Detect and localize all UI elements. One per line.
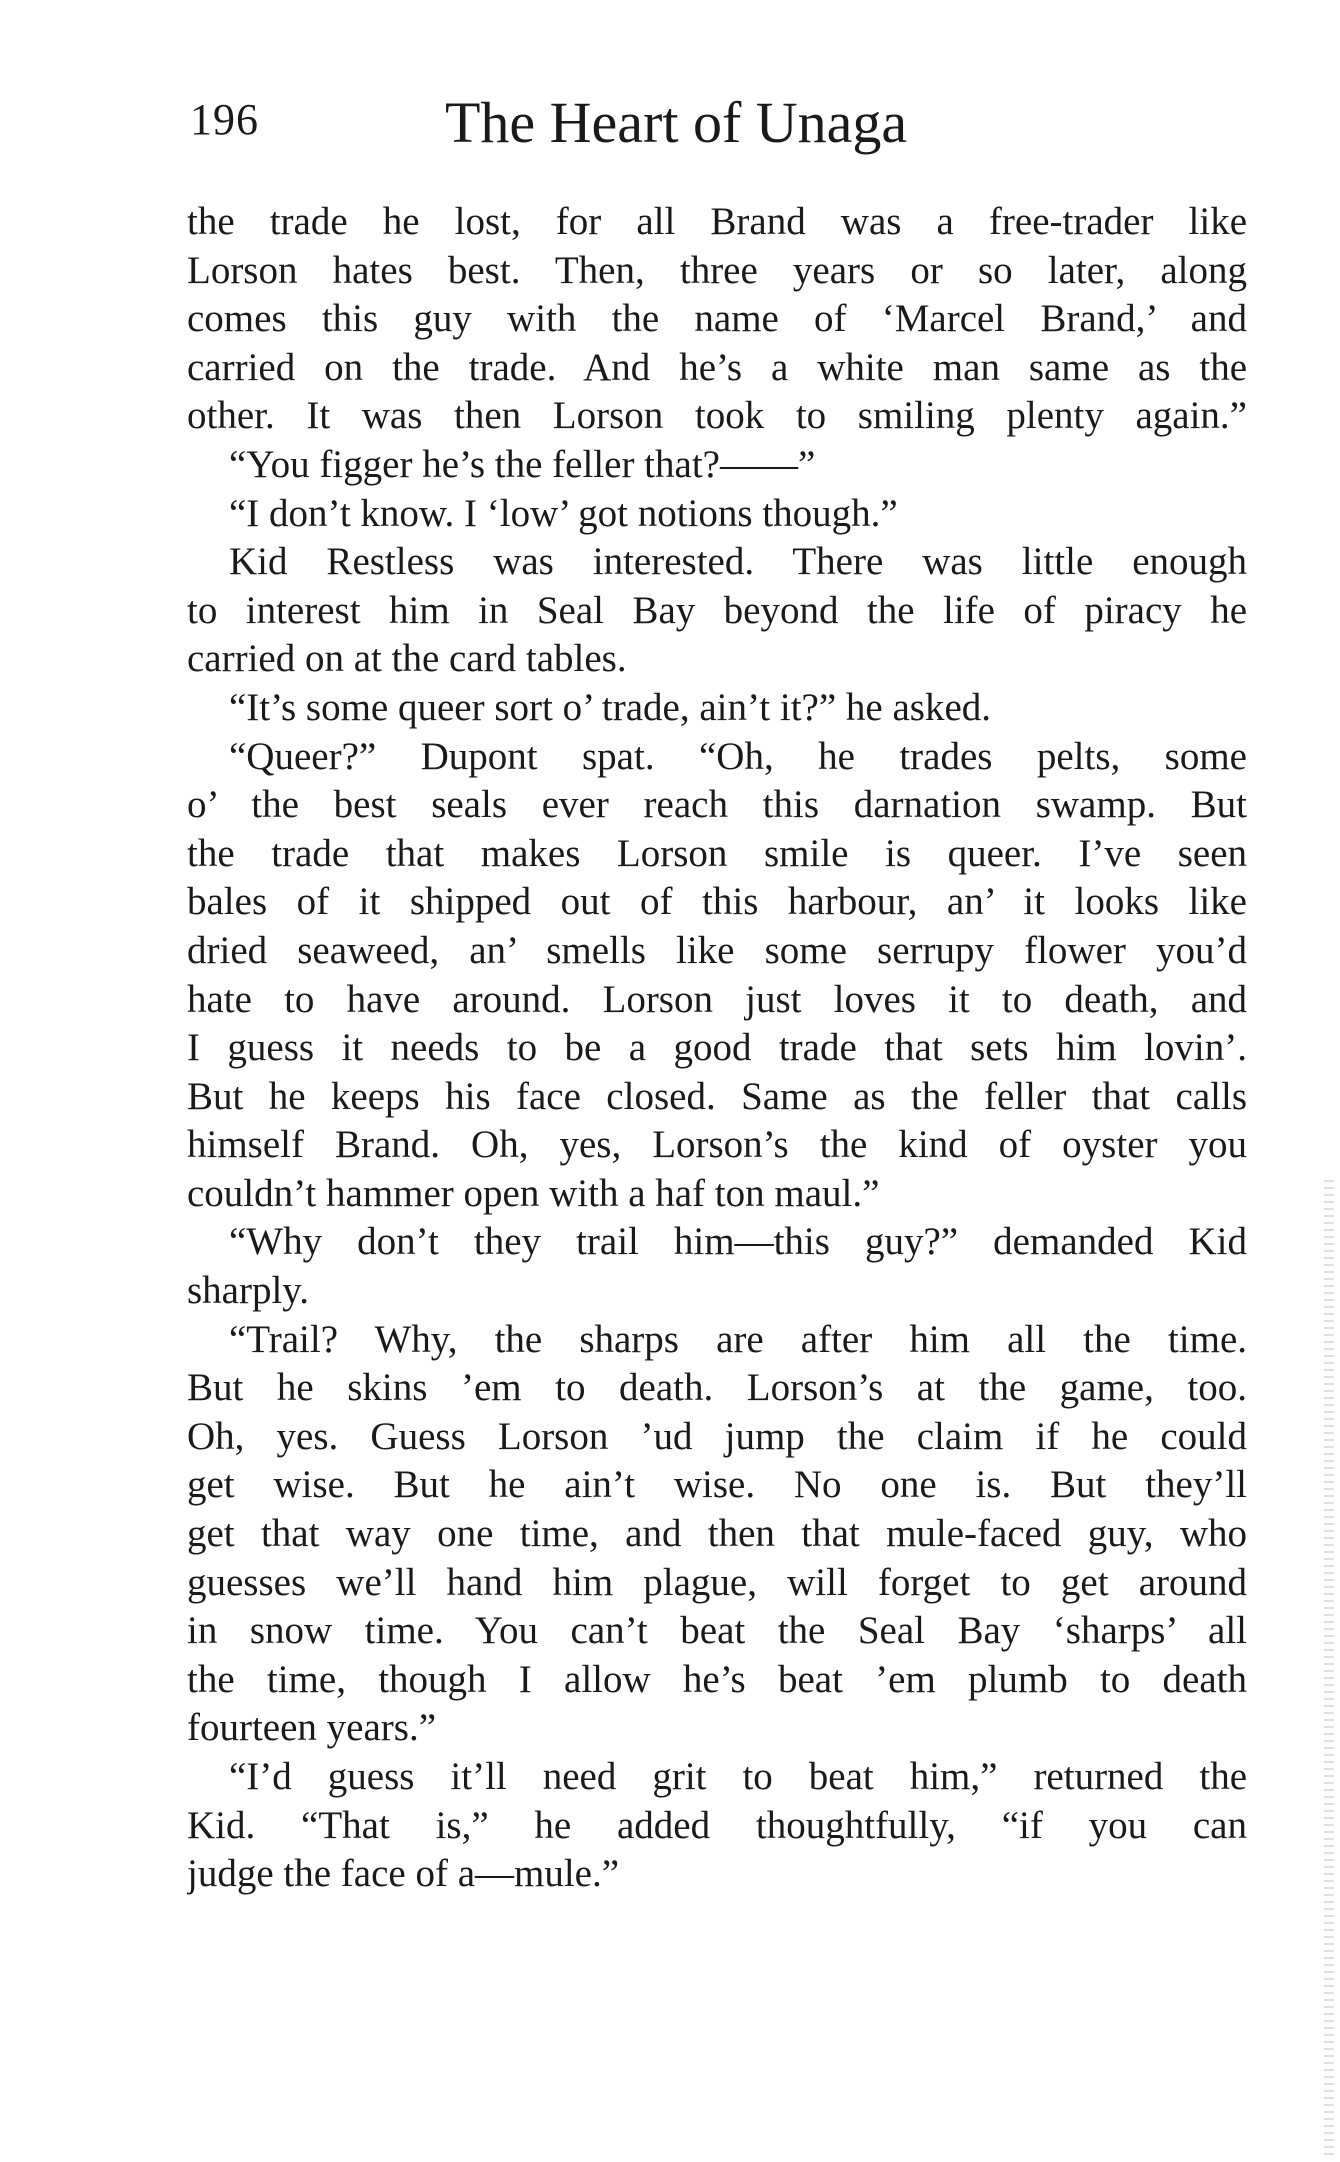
body-text (187, 198, 1247, 1899)
text-line: hate to have around. Lorson just loves it to death, and (187, 977, 1247, 1021)
text-line: I guess it needs to be a good trade that sets him lovin’. (187, 1026, 1247, 1070)
text-line: judge the face of a—mule.” (187, 1852, 620, 1896)
text-line: Kid Restless was interested. There was little enough (229, 540, 1247, 584)
text-line: bales of it shipped out of this harbour, an’ it looks like (187, 880, 1247, 924)
text-line: “I don’t know. I ‘low’ got notions though.” (229, 491, 898, 535)
page-header (190, 88, 1250, 168)
text-line: o’ the best seals ever reach this darnation swamp. But (187, 783, 1247, 827)
text-line: sharply. (187, 1269, 310, 1313)
text-line: dried seaweed, an’ smells like some serrupy flower you’d (187, 928, 1247, 972)
text-line: “You figger he’s the feller that?——” (229, 442, 816, 486)
text-line: get that way one time, and then that mule-faced guy, who (187, 1512, 1247, 1556)
text-line: in snow time. You can’t beat the Seal Bay ‘sharps’ all (187, 1609, 1247, 1653)
text-line: But he keeps his face closed. Same as the feller that calls (187, 1074, 1247, 1118)
text-line: “I’d guess it’ll need grit to beat him,” returned the (229, 1755, 1247, 1798)
text-line: Oh, yes. Guess Lorson ’ud jump the claim if he could (187, 1414, 1247, 1458)
text-line: other. It was then Lorson took to smiling plenty again.” (187, 394, 1247, 438)
text-line: “It’s some queer sort o’ trade, ain’t it?” he asked. (229, 685, 992, 729)
text-line: the time, though I allow he’s beat ’em plumb to death (187, 1657, 1247, 1701)
text-line: “Trail? Why, the sharps are after him all the time. (229, 1317, 1247, 1361)
text-line: “Why don’t they trail him—this guy?” demanded Kid (229, 1220, 1247, 1264)
text-line: Lorson hates best. Then, three years or so later, along (187, 248, 1247, 292)
text-line: Kid. “That is,” he added thoughtfully, “if you can (187, 1803, 1247, 1847)
text-line: the trade that makes Lorson smile is queer. I’ve seen (187, 831, 1247, 875)
text-line: the trade he lost, for all Brand was a free-trader like (187, 200, 1247, 243)
running-title: The Heart of Unaga (445, 90, 908, 155)
page-edge-texture (1324, 1180, 1334, 2160)
text-line: himself Brand. Oh, yes, Lorson’s the kind of oyster you (187, 1123, 1247, 1167)
text-line: fourteen years.” (187, 1706, 437, 1750)
text-line: to interest him in Seal Bay beyond the life of piracy he (187, 588, 1247, 632)
text-line: get wise. But he ain’t wise. No one is. But they’ll (187, 1463, 1247, 1507)
page-number: 196 (190, 95, 259, 144)
text-line: guesses we’ll hand him plague, will forget to get around (187, 1560, 1247, 1604)
text-line: couldn’t hammer open with a haf ton maul.” (187, 1171, 880, 1215)
text-line: carried on at the card tables. (187, 637, 627, 681)
text-line: “Queer?” Dupont spat. “Oh, he trades pelts, some (229, 734, 1247, 778)
text-line: comes this guy with the name of ‘Marcel Brand,’ and (187, 297, 1247, 341)
text-line: carried on the trade. And he’s a white man same as the (187, 345, 1247, 389)
text-line: But he skins ’em to death. Lorson’s at the game, too. (187, 1366, 1247, 1410)
